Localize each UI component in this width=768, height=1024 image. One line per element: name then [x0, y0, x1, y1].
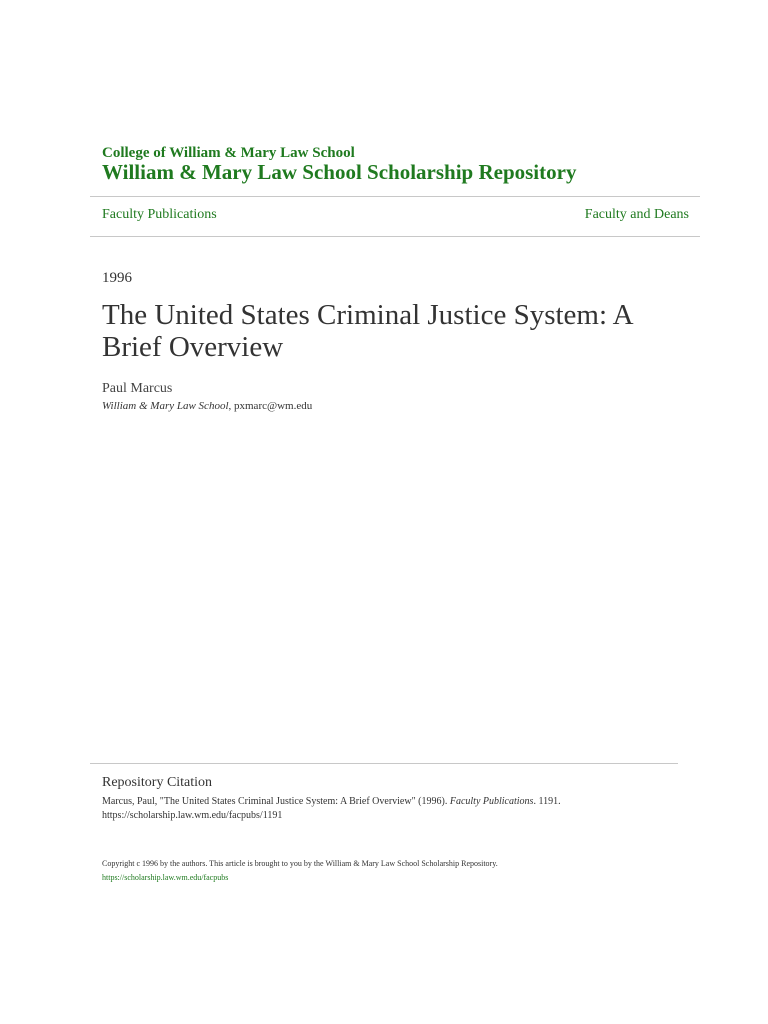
copyright-text: Copyright c 1996 by the authors. This article is brought to you by the William & Mary Law School Scholarship Repository. — [102, 859, 498, 868]
citation-prefix: Marcus, Paul, "The United States Criminal Justice System: A Brief Overview" (1996). — [102, 796, 450, 807]
affiliation-email[interactable]: , pxmarc@wm.edu — [228, 400, 313, 412]
affiliation-institution: William & Mary Law School — [102, 400, 229, 412]
citation-journal: Faculty Publications — [449, 796, 534, 807]
institution-name: College of William & Mary Law School — [102, 145, 355, 161]
article-title: The United States Criminal Justice System: A Brief Overview — [102, 299, 633, 363]
repository-link[interactable]: https://scholarship.law.wm.edu/facpubs — [102, 873, 229, 882]
divider-citation — [90, 763, 678, 764]
faculty-publications-link[interactable]: Faculty Publications — [102, 207, 217, 222]
repository-name[interactable]: William & Mary Law School Scholarship Repository — [102, 160, 577, 184]
citation-url[interactable]: https://scholarship.law.wm.edu/facpubs/1191 — [102, 810, 283, 821]
publication-year: 1996 — [102, 270, 132, 286]
author-affiliation — [102, 400, 312, 412]
divider-top — [90, 196, 700, 197]
copyright-notice — [102, 857, 662, 885]
divider-nav — [90, 236, 700, 237]
citation-text — [102, 795, 662, 823]
author-name: Paul Marcus — [102, 381, 173, 396]
citation-suffix: . 1191. — [533, 796, 561, 807]
citation-heading: Repository Citation — [102, 775, 213, 790]
faculty-and-deans-link[interactable]: Faculty and Deans — [584, 207, 689, 222]
